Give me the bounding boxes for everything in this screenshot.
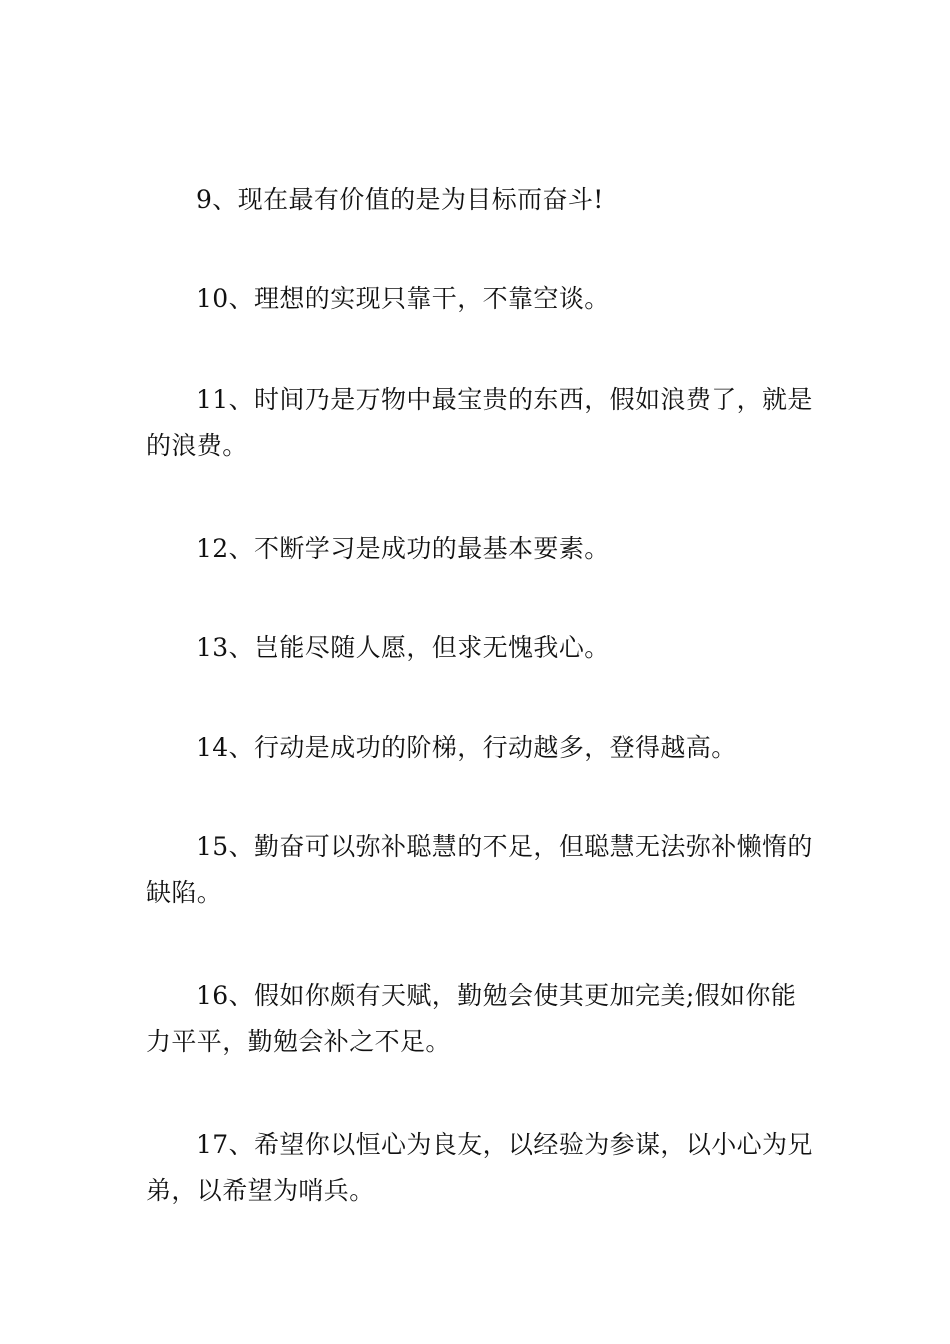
quote-paragraph-16: 16、假如你颇有天赋，勤勉会使其更加完美;假如你能力平平，勤勉会补之不足。 (146, 981, 797, 1056)
quote-paragraph-10: 10、理想的实现只靠干，不靠空谈。 (196, 284, 610, 313)
quote-paragraph-12: 12、不断学习是成功的最基本要素。 (196, 534, 610, 563)
quote-paragraph-11: 11、时间乃是万物中最宝贵的东西，假如浪费了，就是的浪费。 (146, 385, 813, 460)
quote-paragraph-17: 17、希望你以恒心为良友，以经验为参谋，以小心为兄弟，以希望为哨兵。 (146, 1130, 813, 1205)
quote-paragraph-13: 13、岂能尽随人愿，但求无愧我心。 (196, 633, 610, 662)
quote-paragraph-15: 15、勤奋可以弥补聪慧的不足，但聪慧无法弥补懒惰的缺陷。 (146, 832, 813, 907)
quote-paragraph-14: 14、行动是成功的阶梯，行动越多，登得越高。 (196, 733, 737, 762)
quote-paragraph-9: 9、现在最有价值的是为目标而奋斗! (196, 185, 604, 214)
